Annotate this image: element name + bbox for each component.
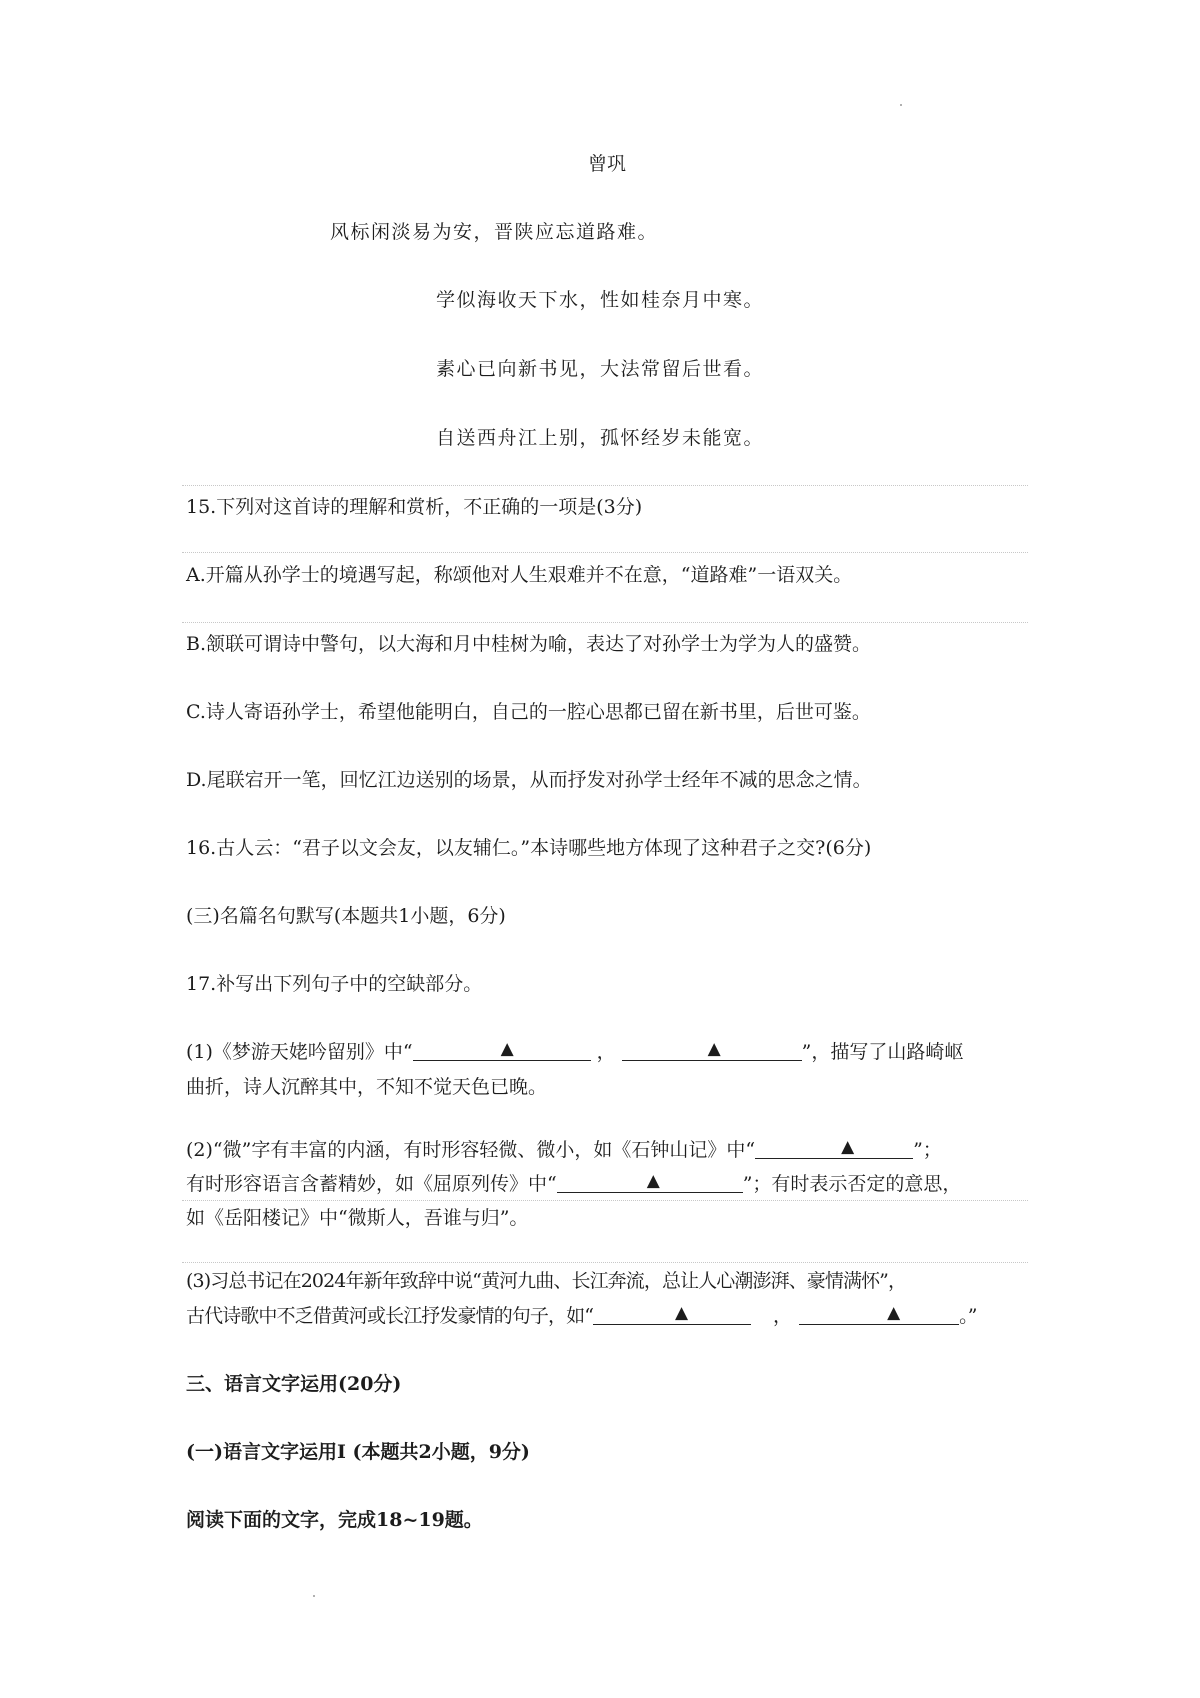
option-a: A.开篇从孙学士的境遇写起，称颂他对人生艰难并不在意，“道路难”一语双关。	[186, 564, 853, 586]
reading-instruction: 阅读下面的文字，完成18~19题。	[186, 1509, 483, 1531]
poem-line: 风标闲淡易为安，晋陕应忘道路难。	[330, 221, 659, 243]
fill-blank[interactable]	[413, 1040, 591, 1061]
fill-blank[interactable]	[593, 1304, 751, 1325]
dotted-divider	[182, 622, 1028, 623]
part-3-subsection: (一)语言文字运用Ⅰ (本题共2小题，9分)	[186, 1441, 530, 1463]
fill-blank[interactable]	[755, 1138, 913, 1159]
text-segment: 。”	[959, 1305, 977, 1327]
question-17-3-line2	[186, 1304, 977, 1328]
triangle-marker: ▲	[500, 1039, 514, 1059]
poem-line: 自送西舟江上别，孤怀经岁未能宽。	[436, 427, 765, 449]
dotted-divider	[182, 1262, 1028, 1263]
triangle-marker: ▲	[675, 1303, 688, 1323]
triangle-marker: ▲	[841, 1137, 855, 1157]
text-segment: (2)“微”字有丰富的内涵，有时形容轻微、微小，如《石钟山记》中“	[186, 1139, 756, 1161]
question-17-3-line1: (3)习总书记在2024年新年致辞中说“黄河九曲、长江奔流，总让人心潮澎湃、豪情满怀”，	[186, 1270, 907, 1292]
question-15-stem: 15.下列对这首诗的理解和赏析，不正确的一项是(3分)	[186, 496, 643, 518]
fill-blank[interactable]	[799, 1304, 959, 1325]
option-b: B.颔联可谓诗中警句，以大海和月中桂树为喻，表达了对孙学士为学为人的盛赞。	[186, 633, 872, 655]
triangle-marker: ▲	[646, 1171, 660, 1191]
dotted-divider	[182, 485, 1028, 486]
section-heading: (三)名篇名句默写(本题共1小题，6分)	[186, 905, 506, 927]
page-speck	[900, 104, 902, 106]
poem-author: 曾巩	[588, 153, 627, 175]
text-segment: 古代诗歌中不乏借黄河或长江抒发豪情的句子，如“	[186, 1305, 594, 1327]
option-c: C.诗人寄语孙学士，希望他能明白，自己的一腔心思都已留在新书里，后世可鉴。	[186, 701, 871, 723]
question-17-2-line3: 如《岳阳楼记》中“微斯人，吾谁与归”。	[186, 1207, 529, 1229]
page-speck	[313, 1595, 315, 1597]
fill-blank[interactable]	[622, 1040, 802, 1061]
question-17-1-line1	[186, 1040, 963, 1064]
dotted-divider	[182, 1200, 1028, 1201]
question-16: 16.古人云：“君子以文会友，以友辅仁。”本诗哪些地方体现了这种君子之交?(6分)	[186, 837, 872, 859]
question-17-1-line2: 曲折，诗人沉醉其中，不知不觉天色已晚。	[186, 1076, 548, 1098]
part-3-title: 三、语言文字运用(20分)	[186, 1373, 402, 1395]
text-segment: 有时形容语言含蓄精妙，如《屈原列传》中“	[186, 1173, 557, 1195]
triangle-marker: ▲	[887, 1303, 900, 1323]
text-segment: (1)《梦游天姥吟留别》中“	[186, 1041, 413, 1063]
question-17-2-line1	[186, 1138, 942, 1162]
question-17-stem: 17.补写出下列句子中的空缺部分。	[186, 973, 483, 995]
poem-line: 素心已向新书见，大法常留后世看。	[436, 358, 765, 380]
text-segment: ，	[773, 1305, 792, 1327]
text-segment: ”；	[913, 1139, 942, 1161]
text-segment: ”，描写了山路崎岖	[801, 1041, 964, 1063]
text-segment: ，	[596, 1041, 616, 1063]
question-17-2-line2	[186, 1172, 961, 1196]
triangle-marker: ▲	[707, 1039, 721, 1059]
fill-blank[interactable]	[557, 1172, 743, 1193]
text-segment: ”；有时表示否定的意思，	[742, 1173, 962, 1195]
dotted-divider	[182, 552, 1028, 553]
option-d: D.尾联宕开一笔，回忆江边送别的场景，从而抒发对孙学士经年不减的思念之情。	[186, 769, 872, 791]
poem-line: 学似海收天下水，性如桂奈月中寒。	[436, 289, 765, 311]
